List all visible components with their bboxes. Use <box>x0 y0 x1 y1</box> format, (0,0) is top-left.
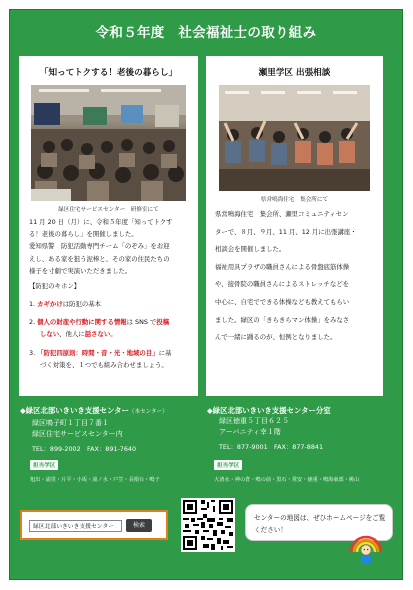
branch-center-address2: アーバニティ幸１階 <box>219 428 281 437</box>
right-body-line: 中心に、自宅でできる体操なども教えてもらい <box>215 297 350 306</box>
tip-number: 3. <box>29 349 36 357</box>
right-body-line: んで一緒に踊るのが、恒例となりました。 <box>215 333 337 342</box>
qr-code-icon <box>181 498 235 552</box>
right-body-line: ました。緑区の「きらきらマン体操」をみなさ <box>215 315 350 324</box>
branch-center-info <box>207 405 393 453</box>
tip-highlight: 「防犯四原則：時間・音・光・地域の目」 <box>37 349 159 357</box>
main-center-contact: TEL：899-2002 FAX：891-7640 <box>32 444 137 453</box>
tip-number: 1. <box>29 300 36 308</box>
tip-text: は防犯の基本 <box>62 300 102 308</box>
branch-district-tag: 担当学区 <box>214 460 242 470</box>
search-button[interactable]: 検索 <box>126 519 152 532</box>
tip-text: に基 <box>158 349 172 357</box>
branch-center-address1: 緑区徳重５丁目６２５ <box>219 417 289 426</box>
tip-text: 、他人に <box>59 330 85 339</box>
search-box <box>20 510 168 540</box>
left-photo-caption: 緑区住宅サービスセンター 研修室にて <box>58 207 159 213</box>
mascot-illustration <box>347 530 385 568</box>
seminar-photo-illustration <box>31 85 186 201</box>
tip-item-2 <box>29 316 191 340</box>
right-body-line: ターで、８月、９月、11 月、12 月に出張講座・ <box>215 227 357 236</box>
key-heading: 【防犯のキホン】 <box>29 282 81 290</box>
main-center-address1: 緑区鳴子町１丁目７番１ <box>32 419 109 428</box>
tip-text: づく対策を、１つでも組み合わせましょう。 <box>40 361 168 370</box>
right-body-line: や、接骨院の職員さんによるストレッチなどを <box>215 280 350 289</box>
tip-highlight: 個人の財産や行動に関する情報 <box>37 318 127 326</box>
page-title: 令和５年度 社会福祉士の取り組み <box>95 25 317 41</box>
right-body-text <box>215 206 377 347</box>
branch-center-contact: TEL：877-9001 FAX：877-8841 <box>219 442 324 451</box>
right-panel <box>206 56 383 396</box>
right-body-line: 福祉用具プラザの職員さんによる骨盤底筋体操 <box>215 262 350 271</box>
exercise-photo <box>219 85 370 191</box>
branch-center-name: ◆緑区北部いきいき支援センター分室 <box>207 406 331 415</box>
left-intro-line: 愛知県警 防犯活動専門チーム「のぞみ」をお迎 <box>29 242 170 251</box>
left-intro-line: えし、ある家を狙う泥棒と、その家の住民たちの <box>29 254 170 263</box>
bubble-text: センターの地図は、ぜひホームページをご覧ください！ <box>254 514 386 534</box>
tip-text: 。 <box>110 330 117 339</box>
main-center-address2: 緑区住宅サービスセンター内 <box>32 430 123 439</box>
search-input[interactable]: 緑区北部いきいき支援センター <box>29 520 122 532</box>
qr-code[interactable] <box>181 498 235 552</box>
right-photo-caption: 県営鳴海住宅 集会所にて <box>260 197 329 203</box>
main-districts: 旭出・浦里・片平・小坂・滝ノ水・戸笠・長根台・鳴子 <box>30 477 160 483</box>
left-intro-line: 様子を寸劇で実演いただきました。 <box>29 266 132 275</box>
tip-item-1 <box>29 298 191 310</box>
tip-item-3 <box>29 347 197 371</box>
exercise-photo-illustration <box>219 85 370 191</box>
right-body-line: 相談会を開催しました。 <box>215 245 286 254</box>
right-panel-heading: 瀬里学区 出張相談 <box>258 68 331 78</box>
tip-highlight: カギかけ <box>37 300 63 308</box>
tip-highlight: しない <box>40 330 60 339</box>
left-intro-line: る！老後の暮らし」を開催しました。 <box>29 230 138 239</box>
main-center-info <box>20 405 200 455</box>
left-panel-heading: 「知ってトクする！老後の暮らし」 <box>39 68 178 78</box>
left-intro-line: 11 月 20 日（月）に、令和５年度「知ってトクす <box>29 218 173 226</box>
left-intro-text <box>29 216 191 277</box>
main-district-tag: 担当学区 <box>30 460 58 470</box>
main-center-suffix: （本センター） <box>128 409 168 415</box>
rainbow-mascot-icon <box>347 530 385 568</box>
main-center-name: ◆緑区北部いきいき支援センター <box>20 406 129 415</box>
left-panel <box>19 56 198 396</box>
tip-text: は SNS で <box>126 318 157 326</box>
seminar-photo <box>31 85 186 201</box>
tip-number: 2. <box>29 318 36 326</box>
right-body-line: 県営鳴海住宅 集会所、瀬里コミュニティセン <box>215 210 349 218</box>
tip-highlight: 投稿 <box>156 318 170 326</box>
branch-districts: 大清水・神の倉・鳴の前・黒石・常安・徳重・鳴海東部・桃山 <box>214 477 360 483</box>
tip-highlight: 話さない <box>84 330 111 339</box>
